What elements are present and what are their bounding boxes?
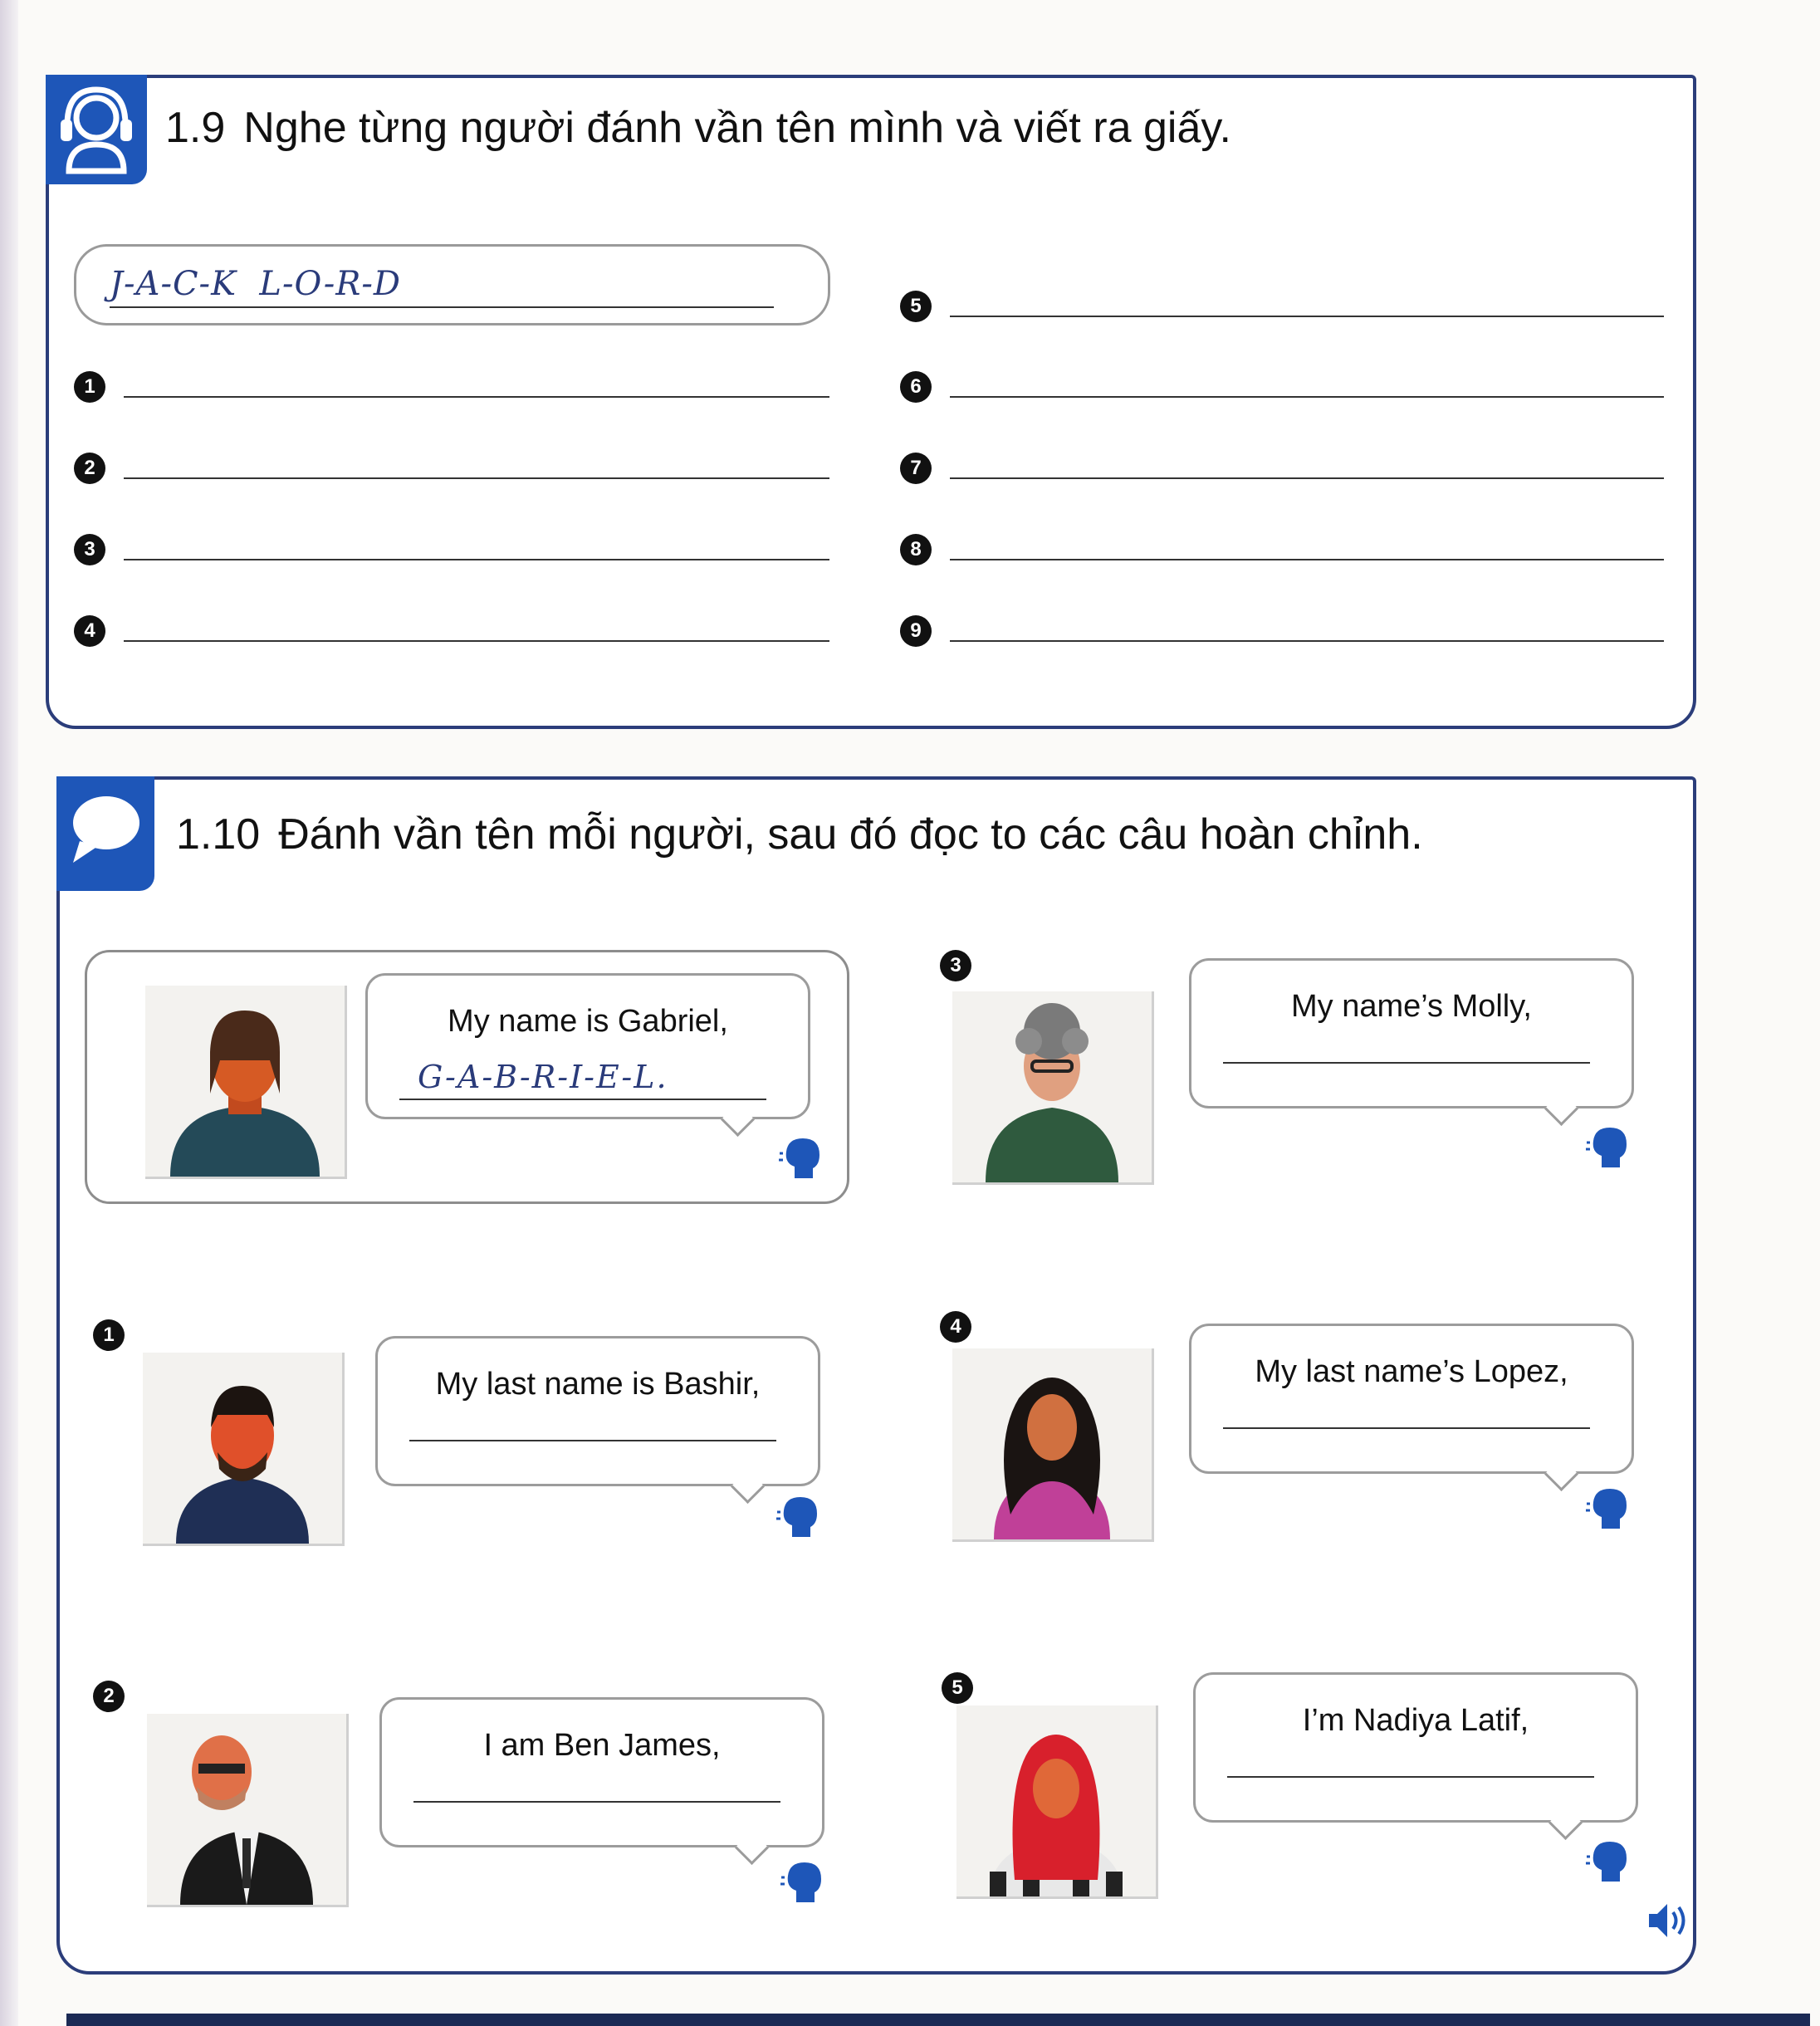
listen-head-icon — [57, 85, 135, 174]
bubble-tail — [721, 1103, 755, 1137]
speaker-audio-icon[interactable] — [1646, 1901, 1689, 1940]
item-number: 2 — [93, 1681, 125, 1712]
person-card — [952, 958, 1716, 1224]
person-photo — [145, 986, 347, 1179]
item-number: 3 — [74, 534, 105, 565]
person-illustration — [952, 1348, 1152, 1539]
person-photo — [952, 991, 1154, 1185]
exercise-title — [165, 103, 1231, 153]
answer-line[interactable] — [124, 477, 829, 479]
answer-line[interactable] — [950, 316, 1664, 317]
answer-line[interactable] — [409, 1440, 776, 1441]
speech-bubble — [1189, 958, 1634, 1108]
answer-line[interactable] — [950, 640, 1664, 642]
person-photo — [952, 1348, 1154, 1542]
bubble-tail — [1548, 1806, 1583, 1840]
answer-line[interactable] — [124, 640, 829, 642]
exercise-instruction: Đánh vần tên mỗi người, sau đó đọc to các câu hoàn chỉnh. — [278, 810, 1423, 859]
speaking-head-icon[interactable] — [1583, 1124, 1633, 1170]
item-number: 1 — [93, 1319, 125, 1351]
page-edge — [0, 0, 18, 2026]
person-card — [952, 1319, 1716, 1585]
answer-line[interactable] — [950, 477, 1664, 479]
bubble-tail — [731, 1470, 765, 1504]
bubble-sentence: My last name’s Lopez, — [1255, 1354, 1568, 1389]
item-number: 5 — [942, 1672, 973, 1704]
person-card — [93, 1328, 857, 1593]
item-number: 9 — [900, 615, 932, 647]
person-card — [93, 1685, 857, 1950]
speaking-head-icon[interactable] — [778, 1859, 828, 1905]
person-illustration — [145, 986, 345, 1177]
speech-bubble — [1189, 1324, 1634, 1474]
answer-line[interactable] — [950, 559, 1664, 560]
answer-row[interactable] — [900, 365, 1664, 414]
exercise-1-9 — [46, 75, 1696, 729]
person-photo — [143, 1353, 345, 1546]
exercise-number: 1.9 — [165, 104, 226, 152]
bubble-sentence: My last name is Bashir, — [435, 1367, 761, 1402]
answer-row[interactable] — [74, 365, 829, 414]
item-number: 1 — [74, 371, 105, 403]
item-number: 5 — [900, 291, 932, 322]
answer-line[interactable] — [1223, 1062, 1590, 1064]
exercise-tag — [56, 776, 154, 891]
item-number: 8 — [900, 534, 932, 565]
item-number: 4 — [74, 615, 105, 647]
answer-row[interactable] — [74, 609, 829, 658]
answer-line[interactable] — [124, 396, 829, 398]
answer-line[interactable] — [950, 396, 1664, 398]
exercise-title — [176, 810, 1423, 859]
person-illustration — [143, 1353, 342, 1544]
item-number: 4 — [940, 1311, 971, 1343]
answer-row[interactable] — [900, 527, 1664, 577]
example-card — [85, 950, 849, 1204]
speaking-head-icon[interactable] — [776, 1135, 826, 1181]
person-card — [956, 1672, 1720, 1938]
answer-line[interactable] — [1223, 1427, 1590, 1429]
speech-bubble — [365, 973, 810, 1119]
bubble-sentence: My name’s Molly, — [1291, 989, 1532, 1024]
bubble-answer: G-A-B-R-I-E-L. — [418, 1059, 668, 1095]
person-illustration — [952, 991, 1152, 1182]
answer-line[interactable] — [413, 1801, 780, 1803]
person-photo — [956, 1705, 1158, 1899]
answer-row[interactable] — [900, 284, 1664, 334]
speaking-head-icon[interactable] — [774, 1494, 824, 1539]
bubble-sentence: My name is Gabriel, — [448, 1004, 728, 1039]
exercise-instruction: Nghe từng người đánh vần tên mình và viết ra giấy. — [243, 104, 1231, 152]
example-answer: J-A-C-K L-O-R-D — [110, 265, 774, 308]
speech-bubble — [379, 1697, 824, 1847]
page-footer-bar — [66, 2014, 1810, 2026]
bubble-tail — [735, 1831, 769, 1865]
item-number: 7 — [900, 453, 932, 484]
person-photo — [147, 1714, 349, 1907]
bubble-sentence: I’m Nadiya Latif, — [1302, 1703, 1529, 1738]
answer-row[interactable] — [74, 527, 829, 577]
answer-row[interactable] — [74, 446, 829, 496]
item-number: 2 — [74, 453, 105, 484]
bubble-sentence: I am Ben James, — [483, 1728, 721, 1763]
bubble-tail — [1544, 1092, 1578, 1126]
speech-bubble — [375, 1336, 820, 1486]
bubble-tail — [1544, 1457, 1578, 1491]
item-number: 6 — [900, 371, 932, 403]
answer-line[interactable] — [1227, 1776, 1594, 1778]
item-number: 3 — [940, 950, 971, 981]
answer-row[interactable] — [900, 446, 1664, 496]
example-answer-box — [74, 244, 830, 325]
answer-line — [399, 1099, 766, 1100]
speaking-head-icon[interactable] — [1583, 1485, 1633, 1531]
person-illustration — [956, 1705, 1156, 1896]
exercise-1-10 — [56, 776, 1696, 1975]
exercise-number: 1.10 — [176, 810, 261, 859]
answer-row[interactable] — [900, 609, 1664, 658]
speech-bubble-icon — [68, 786, 144, 869]
exercise-tag — [46, 75, 147, 184]
speech-bubble — [1193, 1672, 1638, 1823]
speaking-head-icon[interactable] — [1583, 1838, 1633, 1884]
person-illustration — [147, 1714, 346, 1905]
answer-line[interactable] — [124, 559, 829, 560]
